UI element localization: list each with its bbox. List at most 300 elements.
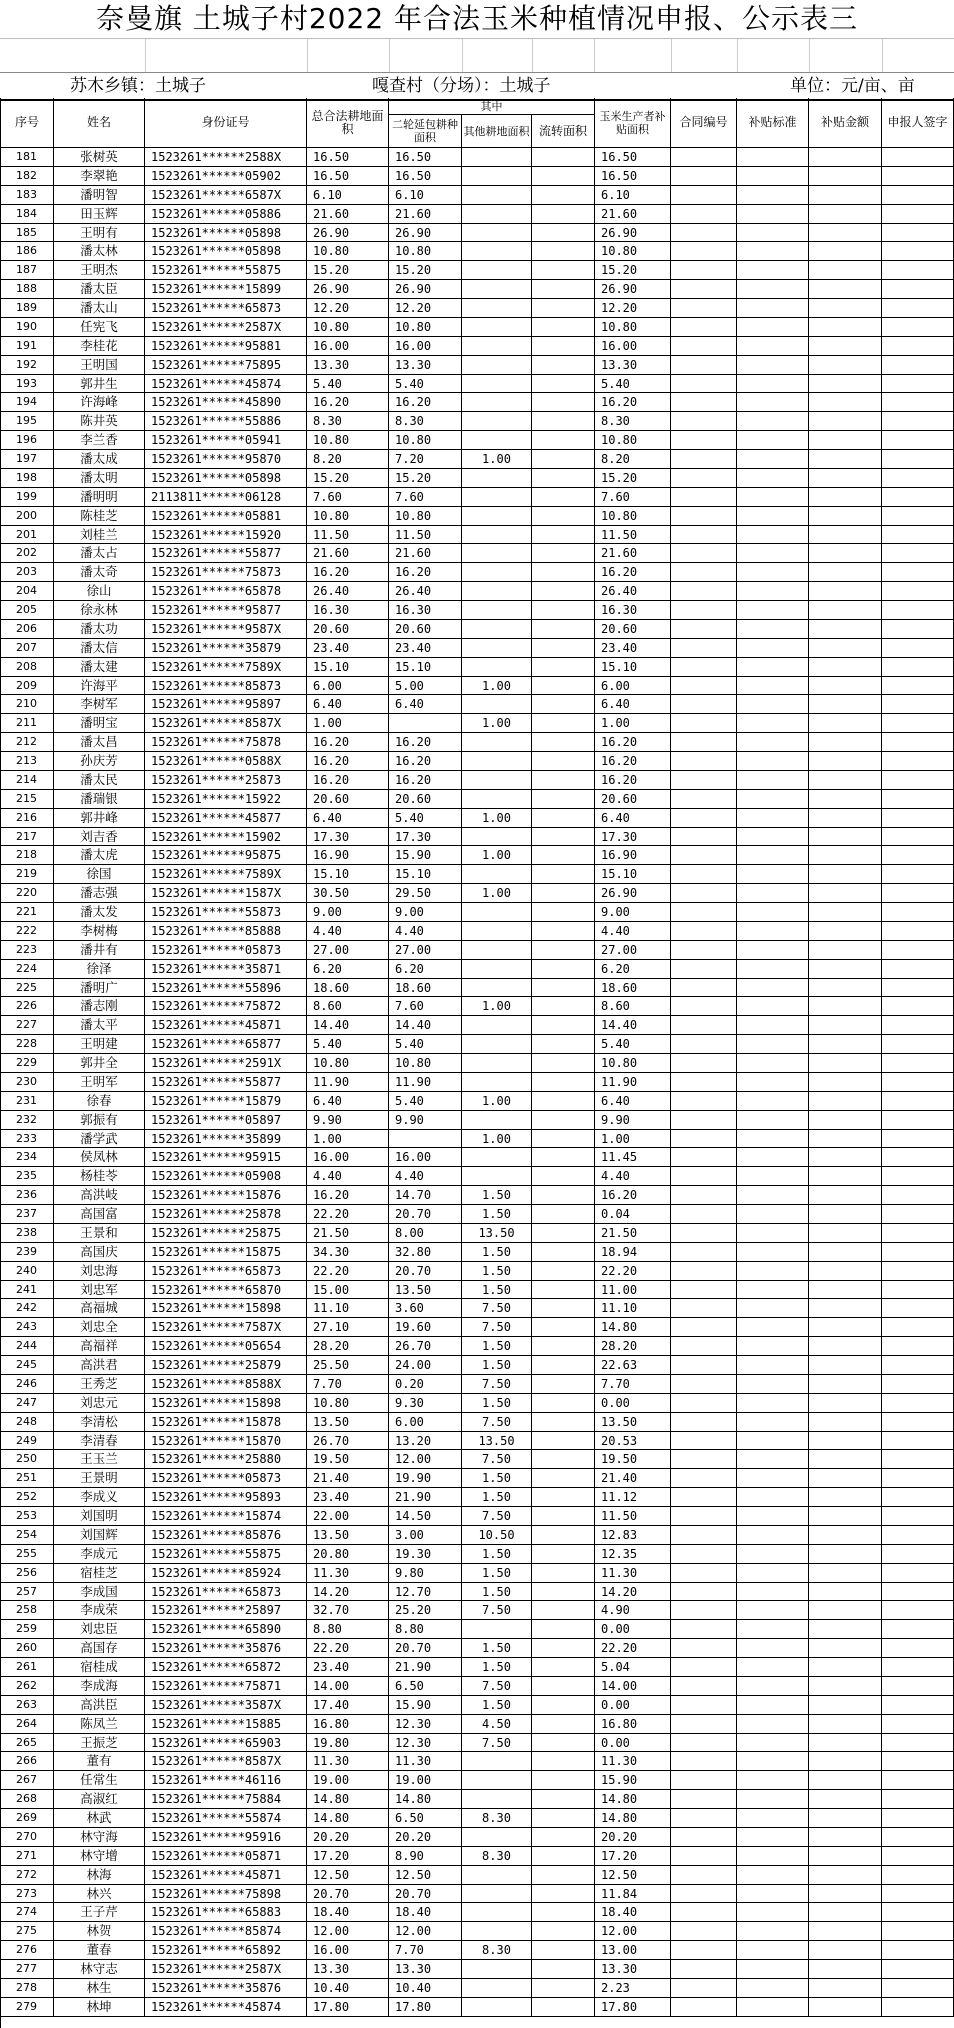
cell-name: 许海峰 [54, 393, 145, 411]
cell-standard [737, 1903, 809, 1921]
cell-total: 23.40 [307, 639, 389, 657]
cell-amount [809, 714, 882, 732]
cell-transfer [532, 1205, 595, 1223]
cell-subsidy-area: 16.20 [595, 771, 671, 789]
cell-other: 1.50 [462, 1583, 532, 1601]
cell-total: 16.80 [307, 1715, 389, 1733]
cell-second-round: 19.60 [389, 1318, 462, 1336]
cell-amount [809, 1148, 882, 1166]
cell-standard [737, 1734, 809, 1752]
cell-standard [737, 884, 809, 902]
cell-standard [737, 431, 809, 449]
cell-seq: 275 [0, 1922, 54, 1940]
cell-transfer [532, 1016, 595, 1034]
cell-amount [809, 1734, 882, 1752]
cell-name: 潘明明 [54, 488, 145, 506]
cell-standard [737, 658, 809, 676]
cell-name: 郭井生 [54, 375, 145, 393]
cell-subsidy-area: 11.00 [595, 1281, 671, 1299]
cell-seq: 232 [0, 1111, 54, 1129]
cell-amount [809, 979, 882, 997]
cell-other [462, 771, 532, 789]
cell-total: 14.00 [307, 1677, 389, 1695]
cell-second-round: 20.70 [389, 1262, 462, 1280]
cell-transfer [532, 903, 595, 921]
cell-name: 李成国 [54, 1583, 145, 1601]
cell-amount [809, 1866, 882, 1884]
cell-amount [809, 1564, 882, 1582]
cell-subsidy-area: 21.40 [595, 1469, 671, 1487]
cell-signature [882, 601, 954, 619]
cell-signature [882, 1167, 954, 1185]
cell-contract [671, 790, 737, 808]
cell-contract [671, 1601, 737, 1619]
cell-transfer [532, 695, 595, 713]
cell-contract [671, 1035, 737, 1053]
cell-id: 1523261******6587X [145, 186, 307, 204]
cell-other [462, 261, 532, 279]
cell-contract [671, 828, 737, 846]
cell-other: 1.50 [462, 1205, 532, 1223]
cell-second-round: 0.20 [389, 1375, 462, 1393]
cell-total: 20.20 [307, 1828, 389, 1846]
table-row [0, 1413, 954, 1432]
table-row [0, 1356, 954, 1375]
cell-total: 16.30 [307, 601, 389, 619]
cell-amount [809, 337, 882, 355]
cell-standard [737, 695, 809, 713]
cell-other [462, 224, 532, 242]
cell-seq: 189 [0, 299, 54, 317]
cell-seq: 211 [0, 714, 54, 732]
cell-contract [671, 526, 737, 544]
table-row [0, 922, 954, 941]
cell-subsidy-area: 15.10 [595, 865, 671, 883]
table-row [0, 1186, 954, 1205]
table-row [0, 1866, 954, 1885]
cell-standard [737, 1073, 809, 1091]
table-row [0, 1073, 954, 1092]
cell-subsidy-area: 18.94 [595, 1243, 671, 1261]
table-row [0, 261, 954, 280]
cell-standard [737, 1262, 809, 1280]
cell-other [462, 828, 532, 846]
cell-signature [882, 922, 954, 940]
cell-seq: 228 [0, 1035, 54, 1053]
cell-id: 1523261******15898 [145, 1394, 307, 1412]
cell-subsidy-area: 7.70 [595, 1375, 671, 1393]
cell-standard [737, 997, 809, 1015]
cell-second-round: 5.40 [389, 375, 462, 393]
cell-standard [737, 1205, 809, 1223]
cell-id: 1523261******75895 [145, 356, 307, 374]
table-row [0, 450, 954, 469]
cell-seq: 233 [0, 1130, 54, 1148]
cell-name: 董春 [54, 1941, 145, 1959]
cell-id: 1523261******85924 [145, 1564, 307, 1582]
cell-signature [882, 865, 954, 883]
cell-other: 1.00 [462, 884, 532, 902]
cell-total: 12.20 [307, 299, 389, 317]
cell-seq: 200 [0, 507, 54, 525]
cell-contract [671, 1186, 737, 1204]
cell-subsidy-area: 16.00 [595, 337, 671, 355]
cell-standard [737, 1526, 809, 1544]
cell-name: 潘明广 [54, 979, 145, 997]
cell-other: 1.00 [462, 714, 532, 732]
cell-transfer [532, 1583, 595, 1601]
cell-name: 王玉兰 [54, 1450, 145, 1468]
cell-id: 1523261******0588X [145, 752, 307, 770]
cell-seq: 257 [0, 1583, 54, 1601]
cell-amount [809, 544, 882, 562]
cell-standard [737, 488, 809, 506]
cell-total: 16.20 [307, 563, 389, 581]
cell-signature [882, 1488, 954, 1506]
cell-amount [809, 186, 882, 204]
cell-amount [809, 1167, 882, 1185]
cell-standard [737, 1318, 809, 1336]
cell-other [462, 1111, 532, 1129]
cell-name: 李成海 [54, 1677, 145, 1695]
cell-transfer [532, 1639, 595, 1657]
cell-contract [671, 1281, 737, 1299]
cell-amount [809, 1318, 882, 1336]
cell-name: 张树英 [54, 148, 145, 166]
cell-name: 潘太建 [54, 658, 145, 676]
cell-transfer [532, 865, 595, 883]
cell-total: 11.50 [307, 526, 389, 544]
cell-name: 潘太明 [54, 469, 145, 487]
cell-id: 1523261******05654 [145, 1337, 307, 1355]
cell-second-round: 16.00 [389, 1148, 462, 1166]
table-row [0, 1771, 954, 1790]
cell-contract [671, 1111, 737, 1129]
cell-amount [809, 865, 882, 883]
cell-transfer [532, 1677, 595, 1695]
cell-id: 1523261******75878 [145, 733, 307, 751]
cell-subsidy-area: 11.30 [595, 1752, 671, 1770]
cell-name: 李翠艳 [54, 167, 145, 185]
cell-standard [737, 1016, 809, 1034]
cell-amount [809, 299, 882, 317]
cell-id: 1523261******7589X [145, 658, 307, 676]
cell-id: 1523261******65883 [145, 1903, 307, 1921]
cell-name: 林武 [54, 1809, 145, 1827]
cell-standard [737, 1960, 809, 1978]
cell-total: 11.10 [307, 1299, 389, 1317]
cell-transfer [532, 507, 595, 525]
cell-amount [809, 1243, 882, 1261]
cell-total: 9.00 [307, 903, 389, 921]
cell-name: 董有 [54, 1752, 145, 1770]
cell-contract [671, 1960, 737, 1978]
cell-total: 16.20 [307, 393, 389, 411]
cell-seq: 195 [0, 412, 54, 430]
cell-second-round: 13.50 [389, 1281, 462, 1299]
table-row [0, 846, 954, 865]
cell-seq: 258 [0, 1601, 54, 1619]
cell-contract [671, 488, 737, 506]
cell-other: 7.50 [462, 1601, 532, 1619]
cell-second-round: 7.60 [389, 488, 462, 506]
cell-amount [809, 242, 882, 260]
cell-total: 10.80 [307, 431, 389, 449]
cell-subsidy-area: 10.80 [595, 507, 671, 525]
cell-contract [671, 469, 737, 487]
cell-standard [737, 1167, 809, 1185]
cell-subsidy-area: 6.10 [595, 186, 671, 204]
cell-total: 7.60 [307, 488, 389, 506]
cell-other [462, 469, 532, 487]
cell-subsidy-area: 16.20 [595, 563, 671, 581]
cell-total: 16.00 [307, 1148, 389, 1166]
cell-subsidy-area: 18.40 [595, 1903, 671, 1921]
cell-transfer [532, 733, 595, 751]
cell-transfer [532, 1299, 595, 1317]
cell-standard [737, 809, 809, 827]
cell-amount [809, 1601, 882, 1619]
cell-subsidy-area: 9.00 [595, 903, 671, 921]
cell-id: 1523261******7589X [145, 865, 307, 883]
cell-transfer [532, 148, 595, 166]
cell-amount [809, 1658, 882, 1676]
cell-total: 8.20 [307, 450, 389, 468]
cell-transfer [532, 261, 595, 279]
cell-other [462, 148, 532, 166]
cell-transfer [532, 1073, 595, 1091]
cell-signature [882, 186, 954, 204]
cell-subsidy-area: 16.50 [595, 148, 671, 166]
cell-other: 1.50 [462, 1488, 532, 1506]
cell-id: 1523261******95893 [145, 1488, 307, 1506]
cell-amount [809, 771, 882, 789]
cell-subsidy-area: 20.53 [595, 1432, 671, 1450]
cell-standard [737, 601, 809, 619]
cell-id: 1523261******65873 [145, 1583, 307, 1601]
table-row [0, 1130, 954, 1149]
cell-subsidy-area: 16.30 [595, 601, 671, 619]
cell-signature [882, 488, 954, 506]
cell-second-round: 17.80 [389, 1998, 462, 2016]
table-row [0, 714, 954, 733]
cell-other: 7.50 [462, 1507, 532, 1525]
cell-seq: 207 [0, 639, 54, 657]
cell-subsidy-area: 16.20 [595, 393, 671, 411]
cell-transfer [532, 1715, 595, 1733]
cell-transfer [532, 1922, 595, 1940]
cell-signature [882, 1337, 954, 1355]
cell-contract [671, 1130, 737, 1148]
cell-other: 7.50 [462, 1375, 532, 1393]
cell-subsidy-area: 12.83 [595, 1526, 671, 1544]
cell-total: 28.20 [307, 1337, 389, 1355]
cell-standard [737, 1979, 809, 1997]
cell-transfer [532, 1262, 595, 1280]
cell-contract [671, 582, 737, 600]
cell-amount [809, 1979, 882, 1997]
cell-other [462, 318, 532, 336]
table-row [0, 167, 954, 186]
cell-second-round: 16.30 [389, 601, 462, 619]
cell-contract [671, 733, 737, 751]
cell-name: 潘太民 [54, 771, 145, 789]
cell-amount [809, 1356, 882, 1374]
table-row [0, 790, 954, 809]
cell-other [462, 356, 532, 374]
cell-amount [809, 1771, 882, 1789]
cell-contract [671, 1469, 737, 1487]
cell-signature [882, 1318, 954, 1336]
cell-transfer [532, 771, 595, 789]
cell-signature [882, 960, 954, 978]
cell-seq: 226 [0, 997, 54, 1015]
cell-signature [882, 1979, 954, 1997]
cell-standard [737, 412, 809, 430]
table-row [0, 337, 954, 356]
cell-other [462, 507, 532, 525]
cell-contract [671, 884, 737, 902]
cell-transfer [532, 1866, 595, 1884]
cell-name: 徐山 [54, 582, 145, 600]
header-seq: 序号 [0, 98, 54, 148]
cell-amount [809, 1413, 882, 1431]
cell-standard [737, 979, 809, 997]
cell-other: 1.00 [462, 997, 532, 1015]
table-row [0, 997, 954, 1016]
cell-amount [809, 1639, 882, 1657]
cell-id: 1523261******25878 [145, 1205, 307, 1223]
info-row [0, 72, 954, 101]
cell-id: 1523261******8587X [145, 714, 307, 732]
cell-subsidy-area: 5.40 [595, 375, 671, 393]
cell-contract [671, 1941, 737, 1959]
cell-other [462, 393, 532, 411]
cell-amount [809, 658, 882, 676]
cell-amount [809, 1790, 882, 1808]
cell-other [462, 1167, 532, 1185]
cell-signature [882, 828, 954, 846]
cell-second-round: 12.00 [389, 1450, 462, 1468]
cell-standard [737, 544, 809, 562]
cell-subsidy-area: 16.20 [595, 1186, 671, 1204]
cell-seq: 235 [0, 1167, 54, 1185]
cell-id: 1523261******65903 [145, 1734, 307, 1752]
cell-subsidy-area: 27.00 [595, 941, 671, 959]
cell-contract [671, 1488, 737, 1506]
cell-contract [671, 1375, 737, 1393]
cell-total: 1.00 [307, 714, 389, 732]
cell-subsidy-area: 22.63 [595, 1356, 671, 1374]
page-title: 奈曼旗 土城子村2022 年合法玉米种植情况申报、公示表三 [95, 2, 859, 35]
cell-name: 潘太昌 [54, 733, 145, 751]
cell-id: 1523261******65878 [145, 582, 307, 600]
cell-subsidy-area: 20.60 [595, 790, 671, 808]
cell-id: 1523261******2588X [145, 148, 307, 166]
cell-signature [882, 1526, 954, 1544]
cell-seq: 185 [0, 224, 54, 242]
cell-standard [737, 1790, 809, 1808]
cell-other: 7.50 [462, 1318, 532, 1336]
cell-id: 1523261******95916 [145, 1828, 307, 1846]
cell-contract [671, 450, 737, 468]
cell-name: 郭井峰 [54, 809, 145, 827]
cell-subsidy-area: 6.00 [595, 677, 671, 695]
cell-total: 23.40 [307, 1488, 389, 1506]
cell-signature [882, 1262, 954, 1280]
cell-amount [809, 1299, 882, 1317]
cell-standard [737, 1432, 809, 1450]
cell-second-round: 20.60 [389, 790, 462, 808]
cell-transfer [532, 299, 595, 317]
cell-id: 1523261******65872 [145, 1658, 307, 1676]
cell-id: 1523261******35899 [145, 1130, 307, 1148]
cell-name: 高洪君 [54, 1356, 145, 1374]
cell-subsidy-area: 26.90 [595, 884, 671, 902]
cell-transfer [532, 790, 595, 808]
cell-standard [737, 1922, 809, 1940]
cell-transfer [532, 582, 595, 600]
cell-contract [671, 1998, 737, 2016]
cell-second-round: 13.20 [389, 1432, 462, 1450]
cell-signature [882, 1432, 954, 1450]
cell-standard [737, 1092, 809, 1110]
cell-second-round: 26.40 [389, 582, 462, 600]
cell-standard [737, 1469, 809, 1487]
cell-contract [671, 1394, 737, 1412]
cell-name: 潘太奇 [54, 563, 145, 581]
cell-standard [737, 205, 809, 223]
cell-second-round: 4.40 [389, 922, 462, 940]
cell-contract [671, 1148, 737, 1166]
cell-seq: 229 [0, 1054, 54, 1072]
table-row [0, 677, 954, 696]
cell-name: 郭振有 [54, 1111, 145, 1129]
cell-subsidy-area: 10.80 [595, 1054, 671, 1072]
cell-amount [809, 601, 882, 619]
township-label: 苏木乡镇：土城子 [70, 76, 206, 96]
cell-total: 6.20 [307, 960, 389, 978]
cell-signature [882, 997, 954, 1015]
cell-signature [882, 1771, 954, 1789]
cell-second-round: 26.70 [389, 1337, 462, 1355]
cell-id: 1523261******2587X [145, 1960, 307, 1978]
cell-transfer [532, 186, 595, 204]
cell-seq: 220 [0, 884, 54, 902]
cell-transfer [532, 1696, 595, 1714]
cell-transfer [532, 828, 595, 846]
cell-subsidy-area: 12.35 [595, 1545, 671, 1563]
cell-subsidy-area: 13.50 [595, 1413, 671, 1431]
table-row [0, 1167, 954, 1186]
cell-second-round: 4.40 [389, 1167, 462, 1185]
table-row [0, 771, 954, 790]
cell-signature [882, 1130, 954, 1148]
cell-contract [671, 1356, 737, 1374]
cell-standard [737, 526, 809, 544]
cell-name: 高国富 [54, 1205, 145, 1223]
cell-signature [882, 1809, 954, 1827]
table-row [0, 1696, 954, 1715]
table-row [0, 431, 954, 450]
cell-id: 1523261******45871 [145, 1016, 307, 1034]
cell-signature [882, 658, 954, 676]
cell-second-round: 12.20 [389, 299, 462, 317]
cell-second-round: 18.60 [389, 979, 462, 997]
cell-standard [737, 771, 809, 789]
cell-total: 15.20 [307, 469, 389, 487]
cell-seq: 243 [0, 1318, 54, 1336]
